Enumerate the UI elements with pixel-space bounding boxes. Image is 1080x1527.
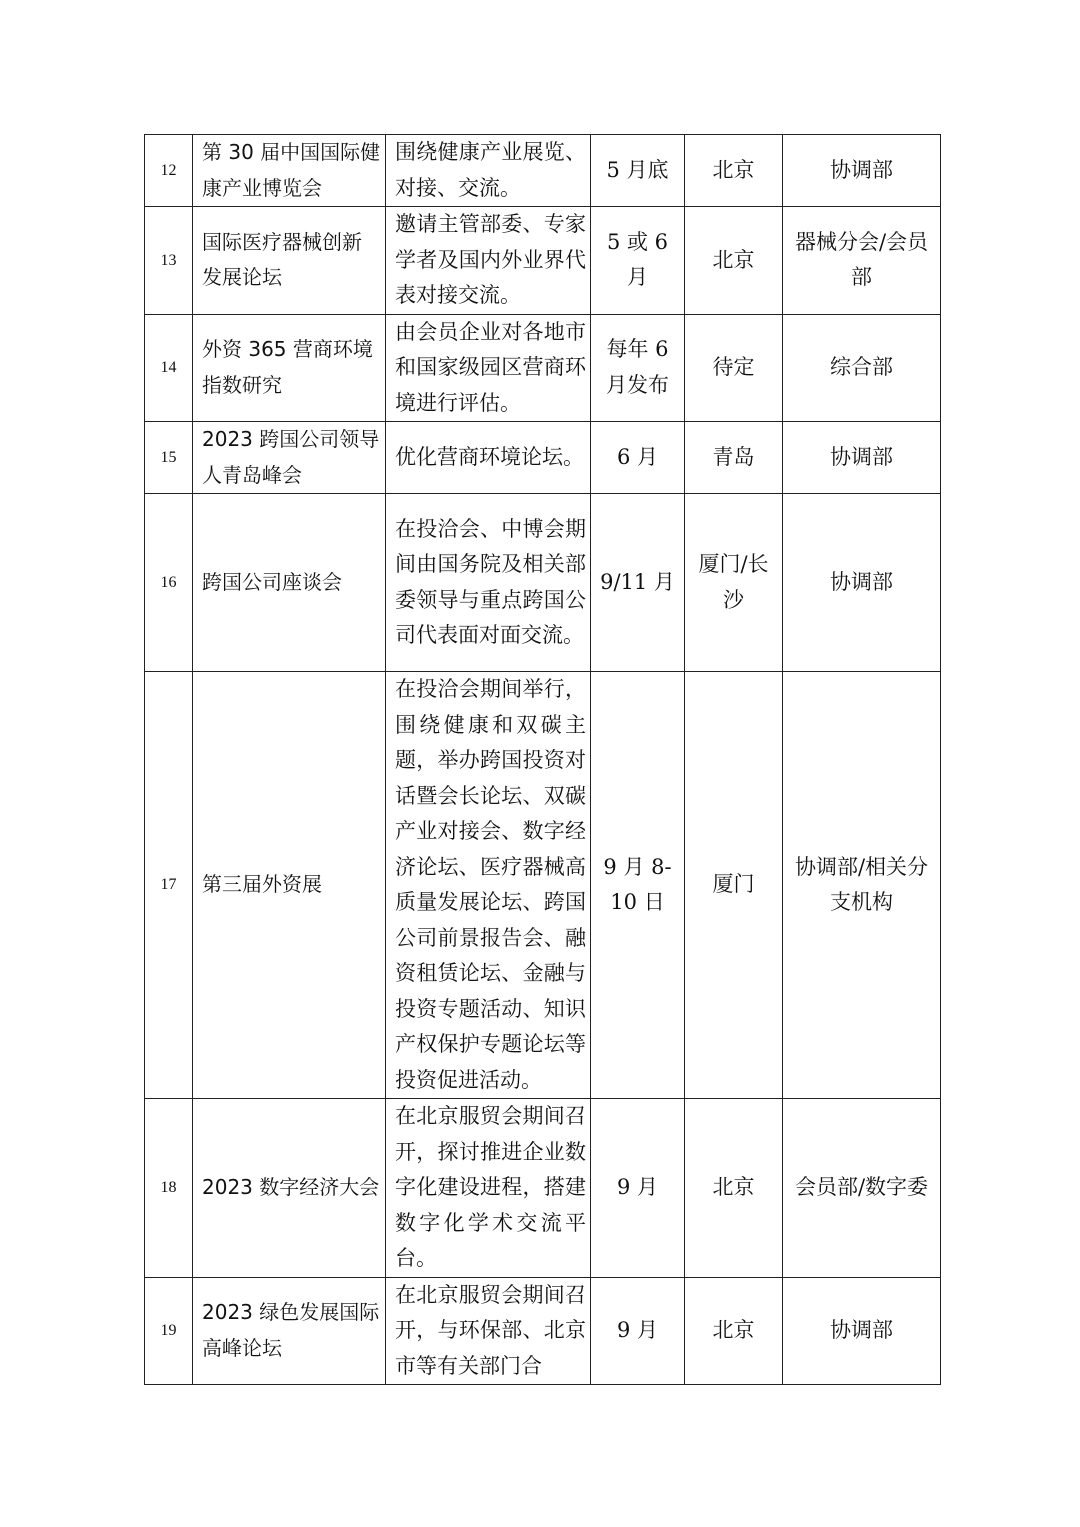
activity-name — [193, 314, 386, 422]
activity-name-text: 第三届外资展 — [202, 872, 322, 897]
table-row — [145, 422, 941, 494]
activity-time: 每年 6 月发布 — [591, 314, 685, 422]
activity-place: 北京 — [685, 135, 783, 207]
activity-time: 9 月 8-10 日 — [591, 672, 685, 1099]
activity-description — [386, 1099, 591, 1278]
row-number: 16 — [145, 494, 193, 672]
activity-description — [386, 494, 591, 672]
activity-department: 综合部 — [783, 314, 941, 422]
activity-description-text: 在投洽会、中博会期间由国务院及相关部委领导与重点跨国公司代表面对面交流。 — [395, 516, 586, 647]
activity-time: 5 月底 — [591, 135, 685, 207]
activity-name — [193, 422, 386, 494]
activity-description-text: 在投洽会期间举行，围绕健康和双碳主题，举办跨国投资对话暨会长论坛、双碳产业对接会、数字经济论坛、医疗器械高质量发展论坛、跨国公司前景报告会、融资租赁论坛、金融与投资专题活动、知识产权保护专题论坛等投资促进活动。 — [395, 677, 586, 1092]
activity-name — [193, 135, 386, 207]
activity-department: 协调部 — [783, 1277, 941, 1385]
activity-description — [386, 1277, 591, 1385]
activity-name-text: 2023 绿色发展国际高峰论坛 — [202, 1300, 380, 1360]
activity-description — [386, 672, 591, 1099]
activity-place: 待定 — [685, 314, 783, 422]
activity-name — [193, 672, 386, 1099]
table-row — [145, 672, 941, 1099]
activity-place: 北京 — [685, 1277, 783, 1385]
activity-department: 器械分会/会员部 — [783, 207, 941, 315]
activity-department: 协调部/相关分支机构 — [783, 672, 941, 1099]
activity-name-text: 跨国公司座谈会 — [202, 569, 342, 594]
activity-description-text: 优化营商环境论坛。 — [395, 444, 584, 469]
activity-time: 5 或 6 月 — [591, 207, 685, 315]
activity-time: 6 月 — [591, 422, 685, 494]
activity-description — [386, 135, 591, 207]
activity-name — [193, 1099, 386, 1278]
table-row — [145, 494, 941, 672]
activity-description-text: 邀请主管部委、专家学者及国内外业界代表对接交流。 — [395, 212, 586, 307]
row-number: 17 — [145, 672, 193, 1099]
activity-department: 协调部 — [783, 494, 941, 672]
table-row — [145, 207, 941, 315]
activity-time: 9/11 月 — [591, 494, 685, 672]
activity-name — [193, 207, 386, 315]
activity-department: 协调部 — [783, 135, 941, 207]
activity-time: 9 月 — [591, 1099, 685, 1278]
table-row — [145, 135, 941, 207]
row-number: 19 — [145, 1277, 193, 1385]
activity-department: 协调部 — [783, 422, 941, 494]
activity-department: 会员部/数字委 — [783, 1099, 941, 1278]
activity-name-text: 2023 跨国公司领导人青岛峰会 — [202, 427, 380, 487]
activity-place: 厦门 — [685, 672, 783, 1099]
activity-description — [386, 207, 591, 315]
activity-description — [386, 422, 591, 494]
activity-description-text: 在北京服贸会期间召开，与环保部、北京市等有关部门合 — [395, 1282, 586, 1378]
table-row — [145, 314, 941, 422]
activity-name-text: 国际医疗器械创新发展论坛 — [202, 229, 362, 290]
activity-time: 9 月 — [591, 1277, 685, 1385]
activity-name — [193, 494, 386, 672]
activity-description-text: 在北京服贸会期间召开，探讨推进企业数字化建设进程，搭建数字化学术交流平台。 — [395, 1104, 586, 1270]
row-number: 13 — [145, 207, 193, 315]
activity-name-text: 2023 数字经济大会 — [202, 1175, 380, 1199]
activity-place: 青岛 — [685, 422, 783, 494]
activity-place: 厦门/长沙 — [685, 494, 783, 672]
table-row — [145, 1099, 941, 1278]
activity-description — [386, 314, 591, 422]
row-number: 12 — [145, 135, 193, 207]
activity-description-text: 围绕健康产业展览、对接、交流。 — [395, 140, 586, 200]
row-number: 15 — [145, 422, 193, 494]
row-number: 14 — [145, 314, 193, 422]
activity-table — [144, 134, 941, 1385]
row-number: 18 — [145, 1099, 193, 1278]
table-row — [145, 1277, 941, 1385]
activity-name — [193, 1277, 386, 1385]
activity-place: 北京 — [685, 207, 783, 315]
activity-description-text: 由会员企业对各地市和国家级园区营商环境进行评估。 — [395, 319, 586, 415]
activity-name-text: 外资 365 营商环境指数研究 — [202, 337, 373, 397]
activity-place: 北京 — [685, 1099, 783, 1278]
activity-name-text: 第 30 届中国国际健康产业博览会 — [202, 140, 381, 200]
